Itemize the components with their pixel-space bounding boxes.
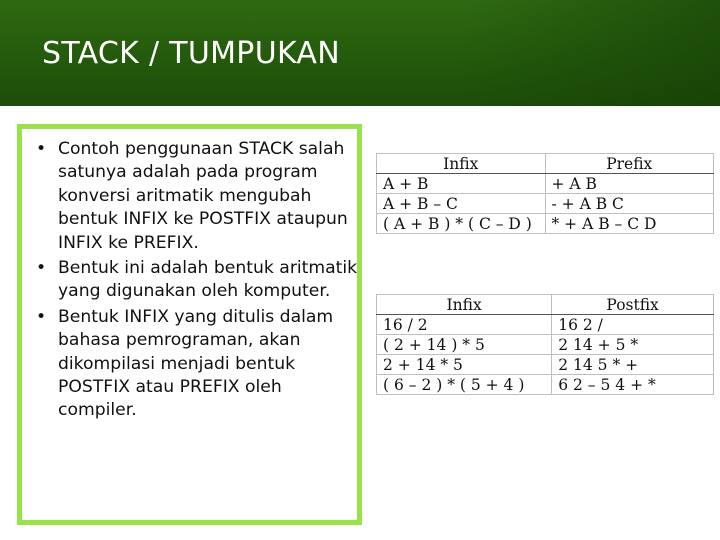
table-row: [377, 335, 714, 355]
postfix-cell: 6 2 – 5 4 + *: [552, 375, 714, 395]
table-row: [377, 355, 714, 375]
prefix-cell: * + A B – C D: [545, 214, 714, 234]
infix-prefix-table: [376, 153, 714, 234]
slide-header: [0, 0, 720, 106]
infix-cell: ( 2 + 14 ) * 5: [377, 335, 552, 355]
infix-cell: 16 / 2: [377, 315, 552, 335]
bullet-list: [30, 138, 360, 425]
table-row: [377, 174, 714, 194]
column-header-infix: Infix: [377, 154, 546, 174]
infix-cell: 2 + 14 * 5: [377, 355, 552, 375]
bullet-item: [30, 138, 360, 255]
table-row: [377, 375, 714, 395]
bullet-item: [30, 306, 360, 423]
postfix-cell: 2 14 5 * +: [552, 355, 714, 375]
bullet-text: Contoh penggunaan STACK salah satunya adalah pada program konversi aritmatik mengubah bentuk INFIX ke POSTFIX ataupun INFIX ke PREFIX.: [58, 139, 348, 253]
infix-cell: A + B – C: [377, 194, 546, 214]
infix-cell: A + B: [377, 174, 546, 194]
column-header-infix: Infix: [377, 295, 552, 315]
column-header-prefix: Prefix: [545, 154, 714, 174]
infix-cell: ( A + B ) * ( C – D ): [377, 214, 546, 234]
bullet-dot: •: [36, 139, 47, 159]
infix-postfix-table: [376, 294, 714, 395]
column-header-postfix: Postfix: [552, 295, 714, 315]
bullet-text-box: [17, 124, 362, 525]
bullet-dot: •: [36, 306, 47, 327]
table-header-row: [377, 154, 714, 174]
slide-title: STACK / TUMPUKAN: [42, 36, 340, 71]
bullet-item: [30, 257, 360, 304]
table-row: [377, 214, 714, 234]
bullet-text: Bentuk ini adalah bentuk aritmatik yang digunakan oleh komputer.: [58, 258, 358, 302]
prefix-cell: + A B: [545, 174, 714, 194]
bullet-dot: •: [36, 258, 47, 279]
infix-cell: ( 6 – 2 ) * ( 5 + 4 ): [377, 375, 552, 395]
table-header-row: [377, 295, 714, 315]
table-row: [377, 194, 714, 214]
bullet-text: Bentuk INFIX yang ditulis dalam bahasa pemrograman, akan dikompilasi menjadi bentuk POSTFIX atau PREFIX oleh compiler.: [58, 306, 334, 421]
table-row: [377, 315, 714, 335]
prefix-cell: - + A B C: [545, 194, 714, 214]
postfix-cell: 16 2 /: [552, 315, 714, 335]
postfix-cell: 2 14 + 5 *: [552, 335, 714, 355]
header-shade: [460, 0, 720, 106]
